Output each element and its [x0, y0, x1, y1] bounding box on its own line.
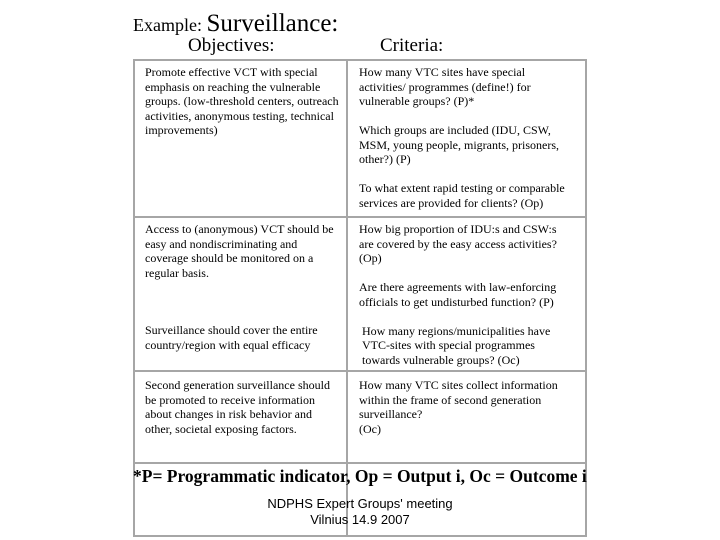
- table-border-bottom: [133, 535, 587, 537]
- objective-text: Access to (anonymous) VCT should be easy and nondiscriminating and coverage should be monitored on a regular basis.: [145, 222, 334, 280]
- title-prefix: Example:: [133, 15, 202, 35]
- criterion-text: To what extent rapid testing or comparable services are provided for clients? (Op): [359, 181, 565, 210]
- title-main: Surveillance:: [206, 10, 339, 37]
- criterion-text: How many VTC sites collect information within the frame of second generation surveillance?: [359, 378, 558, 421]
- criteria-header: Criteria:: [380, 35, 444, 56]
- criterion-text: How many regions/municipalities have VTC-sites with special programmes towards vulnerable groups? (Oc): [362, 323, 551, 367]
- criterion-text: How many VTC sites have special activities/ programmes (define!) for vulnerable groups? (P)*: [359, 65, 531, 108]
- criterion-text: How big proportion of IDU:s and CSW:s are covered by the easy access activities? (Op): [359, 222, 557, 265]
- criteria-cell: [359, 378, 574, 451]
- meeting-name: NDPHS Expert Groups' meeting: [267, 496, 453, 511]
- criterion-text: (Oc): [359, 421, 381, 436]
- criteria-cell: [359, 65, 574, 225]
- objective-text: Second generation surveillance should be promoted to receive information about changes in risk behavior and other, societal exposing factors.: [145, 378, 330, 436]
- row-divider: [133, 462, 587, 464]
- objective-text: Surveillance should cover the entire country/region with equal efficacy: [145, 323, 318, 352]
- objectives-header: Objectives:: [188, 35, 275, 56]
- footnote-legend: *P= Programmatic indicator, Op = Output i, Oc = Outcome i: [133, 466, 587, 486]
- objective-cell: [145, 222, 340, 367]
- criterion-text: Are there agreements with law-enforcing officials to get undisturbed function? (P): [359, 280, 557, 309]
- meeting-info: [133, 496, 587, 528]
- criterion-text: Which groups are included (IDU, CSW, MSM, young people, migrants, prisoners, other?) (P): [359, 123, 559, 166]
- objective-cell: [145, 65, 340, 152]
- objective-text: Promote effective VCT with special emphasis on reaching the vulnerable groups. (low-threshold centers, outreach activities, anonymous testing, technical improvements): [145, 65, 339, 137]
- table-border-top: [133, 59, 587, 61]
- criteria-cell: [359, 222, 574, 382]
- slide-title: [133, 10, 338, 38]
- objective-cell: [145, 378, 340, 451]
- meeting-place-date: Vilnius 14.9 2007: [310, 512, 410, 527]
